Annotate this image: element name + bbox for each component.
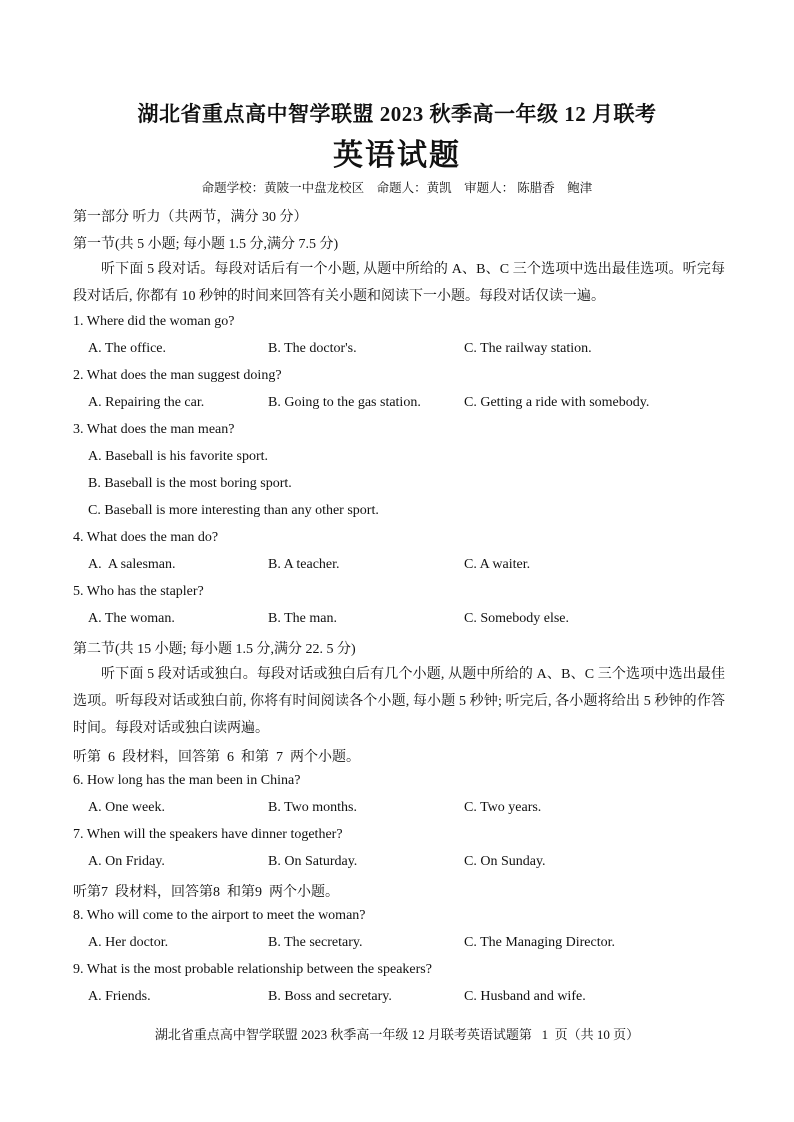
section2-heading: 第二节(共 15 小题; 每小题 1.5 分,满分 22. 5 分) (73, 642, 356, 657)
question-8-option-b: B. The secretary. (268, 935, 363, 950)
exam-byline: 命题学校：黄陂一中盘龙校区 命题人：黄凯 审题人： 陈腊香 鲍津 (201, 181, 593, 195)
question-6: 6. How long has the man been in China? (73, 773, 301, 788)
question-8: 8. Who will come to the airport to meet the woman? (73, 908, 366, 923)
question-5-option-b: B. The man. (268, 611, 337, 626)
question-4-option-c: C. A waiter. (464, 557, 531, 572)
question-1-option-a: A. The office. (88, 341, 167, 356)
question-5-option-c: C. Somebody else. (464, 611, 569, 626)
exam-subject: 英语试题 (333, 139, 461, 172)
question-3-option-a: A. Baseball is his favorite sport. (88, 449, 269, 464)
question-3-option-c: C. Baseball is more interesting than any other sport. (88, 503, 379, 518)
question-3: 3. What does the man mean? (73, 422, 235, 437)
question-6-option-b: B. Two months. (268, 800, 357, 815)
part1-heading: 第一部分 听力（共两节，满分 30 分） (73, 210, 308, 225)
question-2-option-b: B. Going to the gas station. (268, 395, 421, 410)
question-5-option-a: A. The woman. (88, 611, 175, 626)
question-8-option-a: A. Her doctor. (88, 935, 169, 950)
question-6-option-c: C. Two years. (464, 800, 542, 815)
section1-heading: 第一节(共 5 小题; 每小题 1.5 分,满分 7.5 分) (73, 237, 339, 252)
question-4-option-a: A. A salesman. (88, 557, 176, 572)
material-7-note: 听第7 段材料，回答第8 和第9 两个小题。 (73, 885, 339, 900)
question-1-option-c: C. The railway station. (464, 341, 592, 356)
question-8-option-c: C. The Managing Director. (464, 935, 615, 950)
question-2: 2. What does the man suggest doing? (73, 368, 282, 383)
question-2-option-a: A. Repairing the car. (88, 395, 205, 410)
exam-title: 湖北省重点高中智学联盟 2023 秋季高一年级 12 月联考 (137, 102, 657, 126)
question-9-option-b: B. Boss and secretary. (268, 989, 392, 1004)
section2-instructions: 听下面 5 段对话或独白。每段对话或独白后有几个小题, 从题中所给的 A、B、C 三个选项中选出最佳选项。听每段对话或独白前, 你将有时间阅读各个小题, 每小题 5 秒钟; 听完后, 各小题将给出 5 秒钟的作答时间。每段对话或独白读两遍。 (73, 667, 725, 736)
question-7-option-b: B. On Saturday. (268, 854, 358, 869)
material-6-note: 听第 6 段材料，回答第 6 和第 7 两个小题。 (73, 750, 360, 765)
question-7-option-a: A. On Friday. (88, 854, 165, 869)
question-9: 9. What is the most probable relationship between the speakers? (73, 962, 432, 977)
question-5: 5. Who has the stapler? (73, 584, 204, 599)
question-1: 1. Where did the woman go? (73, 314, 235, 329)
question-2-option-c: C. Getting a ride with somebody. (464, 395, 650, 410)
question-1-option-b: B. The doctor's. (268, 341, 357, 356)
question-6-option-a: A. One week. (88, 800, 165, 815)
question-4: 4. What does the man do? (73, 530, 219, 545)
page-footer: 湖北省重点高中智学联盟 2023 秋季高一年级 12 月联考英语试题第 1 页（共 10 页） (154, 1027, 640, 1042)
question-7: 7. When will the speakers have dinner together? (73, 827, 343, 842)
section1-instructions: 听下面 5 段对话。每段对话后有一个小题, 从题中所给的 A、B、C 三个选项中选出最佳选项。听完每段对话后, 你都有 10 秒钟的时间来回答有关小题和阅读下一小题。每段对话仅读一遍。 (73, 262, 725, 304)
question-3-option-b: B. Baseball is the most boring sport. (88, 476, 292, 491)
question-9-option-a: A. Friends. (88, 989, 151, 1004)
question-4-option-b: B. A teacher. (268, 557, 340, 572)
question-9-option-c: C. Husband and wife. (464, 989, 586, 1004)
question-7-option-c: C. On Sunday. (464, 854, 546, 869)
